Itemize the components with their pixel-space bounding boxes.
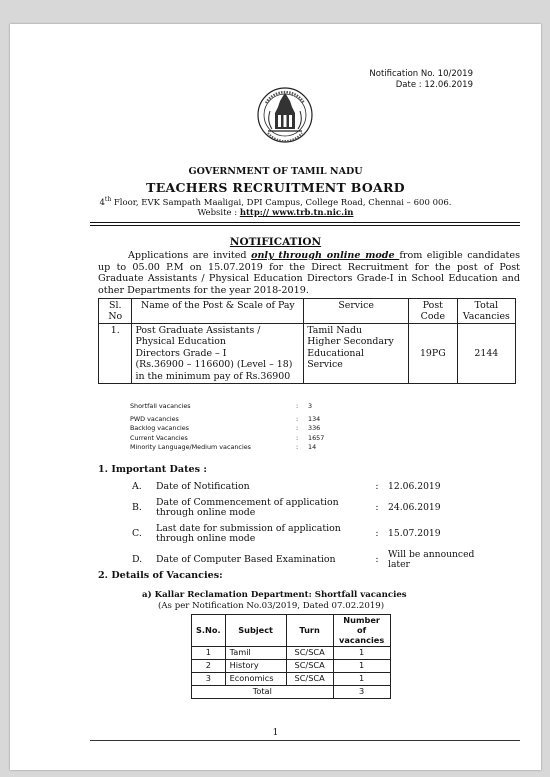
footer-divider (90, 740, 520, 741)
cell-total-vacancies: 2144 (457, 324, 515, 384)
table-row: D. Date of Computer Based Examination : Will be announced later (132, 548, 475, 570)
website-link[interactable]: http:// www.trb.tn.nic.in (239, 208, 354, 218)
list-item: Minority Language/Medium vacancies : 14 (130, 443, 317, 451)
table-row: C. Last date for submission of application through online mode : 15.07.2019 (132, 522, 441, 544)
table-header-row (99, 299, 516, 324)
header-post-name: Name of the Post & Scale of Pay (132, 299, 304, 324)
table-row: 1 Tamil SC/SCA 1 (192, 647, 391, 660)
list-item: Backlog vacancies : 336 (130, 424, 321, 432)
shortfall-vacancies-table (191, 614, 391, 699)
board-website: Website : http:// www.trb.tn.nic.in (197, 208, 354, 218)
table-header-row: S.No. Subject Turn Number of vacancies (192, 615, 391, 647)
details-subheading: a) Kallar Reclamation Department: Shortfall vacancies (As per Notification No.03/2019, Dated 07.02.2019) (142, 590, 407, 611)
notification-date: Date : 12.06.2019 (395, 80, 473, 90)
important-dates-table (130, 479, 490, 573)
header-divider (90, 222, 520, 223)
vacancy-breakup (130, 402, 324, 453)
cell-post-code: 19PG (409, 324, 458, 384)
notification-meta (369, 69, 473, 91)
header-service: Service (304, 299, 409, 324)
list-item: PWD vacancies : 134 (130, 414, 321, 423)
cell-service: Tamil Nadu Higher Secondary Educational Service (304, 324, 409, 384)
table-row: 2 History SC/SCA 1 (192, 660, 391, 673)
table-row: A. Date of Notification : 12.06.2019 (132, 480, 441, 492)
cell-post-name: Post Graduate Assistants / Physical Education Directors Grade – I (Rs.36900 – 116600) (Level – 18) in the minimum pay of Rs.36900 (132, 324, 304, 384)
board-heading: TEACHERS RECRUITMENT BOARD (146, 180, 405, 195)
notification-page (10, 24, 541, 770)
board-address: 4th Floor, EVK Sampath Maaligai, DPI Campus, College Road, Chennai – 600 006. (99, 196, 452, 208)
header-total-vacancies: Total Vacancies (457, 299, 515, 324)
tamil-nadu-emblem-icon (256, 85, 314, 145)
notification-intro: Applications are invited only through online mode from eligible candidates up to 05.00 P.M on 15.07.2019 for the Direct Recruitment for the post of Post Graduate Assistants / Physical Education Directors Grade-I in School Education and other Departments for the year 2018-2019. (98, 250, 520, 296)
government-heading: GOVERNMENT OF TAMIL NADU (188, 166, 363, 177)
notification-title: NOTIFICATION (229, 236, 322, 248)
page-number: 1 (272, 728, 279, 738)
header-sl: Sl. No (99, 299, 132, 324)
table-row: 3 Economics SC/SCA 1 (192, 672, 391, 685)
list-item: Shortfall vacancies : 3 (130, 402, 313, 410)
cell-sl: 1. (99, 324, 132, 384)
post-details-table (98, 298, 516, 384)
table-row: B. Date of Commencement of application through online mode : 24.06.2019 (132, 496, 441, 518)
header-divider-thin (90, 225, 520, 226)
table-total-row: Total 3 (192, 685, 391, 698)
table-row (99, 324, 516, 384)
list-item: Current Vacancies : 1657 (130, 433, 325, 442)
important-dates-heading: 1. Important Dates : (98, 464, 207, 475)
notification-number: Notification No. 10/2019 (369, 69, 473, 79)
details-heading: 2. Details of Vacancies: (98, 570, 223, 581)
header-post-code: Post Code (409, 299, 458, 324)
